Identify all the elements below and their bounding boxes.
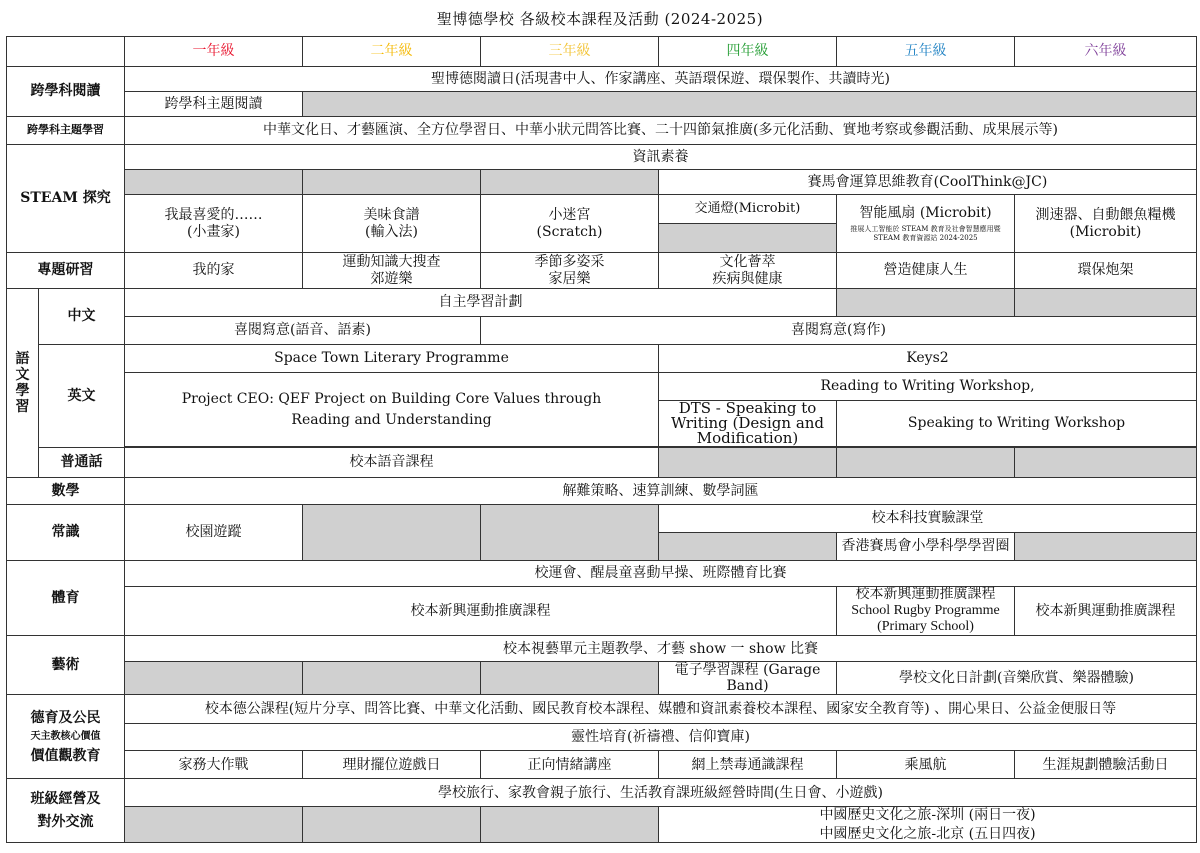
gs-p1: 校園遊蹤 [125, 505, 303, 561]
class-label-b: 對外交流 [37, 813, 94, 830]
curriculum-table [6, 36, 1197, 843]
empty-cell [481, 505, 659, 561]
project-p6: 環保炮架 [1015, 253, 1197, 289]
chinese-label: 中文 [39, 289, 125, 345]
gs-label: 常識 [7, 505, 125, 561]
coolthink: 賽馬會運算思維教育(CoolThink@JC) [659, 170, 1197, 195]
english-label: 英文 [39, 345, 125, 448]
spiritual-formation: 靈性培育(祈禱禮、信仰寶庫) [125, 724, 1197, 751]
garage-band: 電子學習課程 (Garage Band) [659, 662, 837, 695]
putonghua-label: 普通話 [39, 448, 125, 478]
grade-3-header: 三年級 [481, 37, 659, 67]
class-label-a: 班級經營及 [30, 791, 101, 808]
moral-p3: 正向情緒講座 [481, 751, 659, 779]
project-p4-b: 疾病與健康 [712, 270, 783, 287]
empty-cell [303, 92, 1197, 117]
project-p2-a: 運動知識大搜查 [342, 254, 441, 271]
space-town: Space Town Literary Programme [125, 345, 659, 373]
empty-cell [125, 807, 303, 842]
project-p2-b: 郊遊樂 [370, 270, 413, 287]
project-ceo [125, 373, 659, 447]
project-p3 [481, 253, 659, 289]
page-title: 聖博德學校 各級校本課程及活動 (2024-2025) [436, 10, 764, 28]
steam-p6-tool: (Microbit) [1069, 223, 1142, 240]
empty-cell [1015, 448, 1197, 478]
moral-p6: 生涯規劃體驗活動日 [1015, 751, 1197, 779]
empty-cell [1015, 533, 1197, 561]
language-label-char: 習 [15, 399, 30, 416]
empty-cell [837, 289, 1015, 317]
pe-p6: 校本新興運動推廣課程 [1015, 587, 1197, 636]
empty-cell [481, 662, 659, 695]
china-trip-shenzhen: 中國歷史文化之旅-深圳 (兩日一夜) [819, 807, 1036, 824]
steam-p5 [837, 195, 1015, 253]
pe-label: 體育 [7, 561, 125, 636]
grade-4-header: 四年級 [659, 37, 837, 67]
grade-1-header: 一年級 [125, 37, 303, 67]
speaking-to-writing: Speaking to Writing Workshop [837, 401, 1197, 447]
project-p3-b: 家居樂 [548, 270, 591, 287]
steam-p3 [481, 195, 659, 253]
project-p1: 我的家 [125, 253, 303, 289]
reading-lower: 喜閱寫意(語音、語素) [125, 317, 481, 345]
steam-p1 [125, 195, 303, 253]
language-label-char: 語 [15, 350, 30, 367]
putonghua-content: 校本語音課程 [125, 448, 659, 478]
culture-day-plan: 學校文化日計劃(音樂欣賞、樂器體驗) [837, 662, 1197, 695]
moral-p4: 網上禁毒通識課程 [659, 751, 837, 779]
arts-label: 藝術 [7, 636, 125, 695]
theme-reading: 跨學科主題閱讀 [125, 92, 303, 117]
steam-p3-tool: (Scratch) [536, 223, 603, 240]
jc-science-circle: 香港賽馬會小學科學學習圈 [837, 533, 1015, 561]
language-label-char: 學 [15, 383, 30, 399]
project-p3-a: 季節多姿采 [534, 254, 605, 271]
pe-p5-b: School Rugby Programme [851, 603, 1000, 619]
class-content: 學校旅行、家教會親子旅行、生活教育課班級經營時間(生日會、小遊戲) [125, 779, 1197, 807]
steam-p2 [303, 195, 481, 253]
empty-cell [303, 170, 481, 195]
moral-label-b: 天主教核心價值 [30, 731, 101, 743]
project-p4-a: 文化薈萃 [719, 254, 776, 271]
empty-cell [303, 662, 481, 695]
steam-p5-note-a: 推展人工智能於 STEAM 教育及社會智慧應用暨 [850, 225, 1001, 234]
china-trip-beijing: 中國歷史文化之旅-北京 (五日四夜) [819, 825, 1036, 842]
empty-cell [303, 807, 481, 842]
china-trips [659, 807, 1197, 842]
empty-cell [659, 448, 837, 478]
steam-p1-title: 我最喜愛的…… [164, 207, 263, 224]
math-content: 解難策略、速算訓練、數學詞匯 [125, 478, 1197, 505]
steam-p6 [1015, 195, 1197, 253]
sports-promo: 校本新興運動推廣課程 [125, 587, 837, 636]
project-p5: 營造健康人生 [837, 253, 1015, 289]
steam-p2-title: 美味食譜 [363, 207, 420, 224]
pe-p5-c: (Primary School) [877, 619, 974, 635]
steam-p6-title: 測速器、自動餵魚糧機 [1035, 207, 1176, 224]
pe-p5 [837, 587, 1015, 636]
steam-p4 [659, 195, 837, 253]
steam-label: STEAM 探究 [7, 145, 125, 253]
moral-label [7, 695, 125, 779]
empty-cell [481, 170, 659, 195]
steam-p3-title: 小迷宮 [548, 207, 591, 224]
reading-day: 聖博德閱讀日(活現書中人、作家講座、英語環保遊、環保製作、共讀時光) [125, 67, 1197, 92]
moral-p1: 家務大作戰 [125, 751, 303, 779]
steam-p1-tool: (小畫家) [187, 223, 240, 240]
moral-label-c: 價值觀教育 [30, 747, 101, 764]
empty-cell [659, 224, 836, 252]
moral-label-a: 德育及公民 [30, 710, 101, 727]
arts-content: 校本視藝單元主題教學、才藝 show 一 show 比賽 [125, 636, 1197, 662]
empty-cell [481, 807, 659, 842]
steam-p5-note-b: STEAM 教育資源站 2024-2025 [873, 233, 978, 242]
theme-learning-label: 跨學科主題學習 [7, 117, 125, 145]
theme-learning-content: 中華文化日、才藝匯演、全方位學習日、中華小狀元問答比賽、二十四節氣推廣(多元化活動、實地考察或參觀活動、成果展示等) [125, 117, 1197, 145]
steam-p4-title: 交通燈(Microbit) [659, 195, 836, 224]
science-lab: 校本科技實驗課堂 [659, 505, 1197, 533]
language-label [7, 289, 39, 478]
grade-2-header: 二年級 [303, 37, 481, 67]
empty-cell [1015, 289, 1197, 317]
reading-to-writing: Reading to Writing Workshop, [659, 373, 1197, 401]
pe-events: 校運會、醒晨童喜動早操、班際體育比賽 [125, 561, 1197, 587]
project-p4 [659, 253, 837, 289]
moral-content: 校本德公課程(短片分享、問答比賽、中華文化活動、國民教育校本課程、媒體和資訊素養校本課程、國家安全教育等) 、開心果日、公益金便服日等 [125, 695, 1197, 724]
self-learning-plan: 自主學習計劃 [125, 289, 837, 317]
moral-p2: 理財擺位遊戲日 [303, 751, 481, 779]
reading-upper: 喜閱寫意(寫作) [481, 317, 1197, 345]
cross-reading-label: 跨學科閱讀 [7, 67, 125, 117]
steam-p2-tool: (輸入法) [365, 223, 418, 240]
empty-cell [659, 533, 837, 561]
header-row [7, 37, 1197, 67]
language-label-char: 文 [15, 366, 30, 383]
empty-cell [303, 505, 481, 561]
empty-cell [125, 170, 303, 195]
info-literacy: 資訊素養 [125, 145, 1197, 170]
moral-p5: 乘風航 [837, 751, 1015, 779]
math-label: 數學 [7, 478, 125, 505]
project-label: 專題研習 [7, 253, 125, 289]
steam-p5-title: 智能風扇 (Microbit) [859, 205, 992, 222]
empty-cell [837, 448, 1015, 478]
grade-6-header: 六年級 [1015, 37, 1197, 67]
keys2: Keys2 [659, 345, 1197, 373]
header-corner [7, 37, 125, 67]
dts-speaking: DTS - Speaking to Writing (Design and Modification) [659, 401, 837, 447]
project-ceo-b: Reading and Understanding [291, 411, 492, 428]
grade-5-header: 五年級 [837, 37, 1015, 67]
project-ceo-a: Project CEO: QEF Project on Building Core Values through [181, 391, 602, 408]
class-label [7, 779, 125, 842]
empty-cell [125, 662, 303, 695]
project-p2 [303, 253, 481, 289]
pe-p5-a: 校本新興運動推廣課程 [855, 587, 996, 602]
